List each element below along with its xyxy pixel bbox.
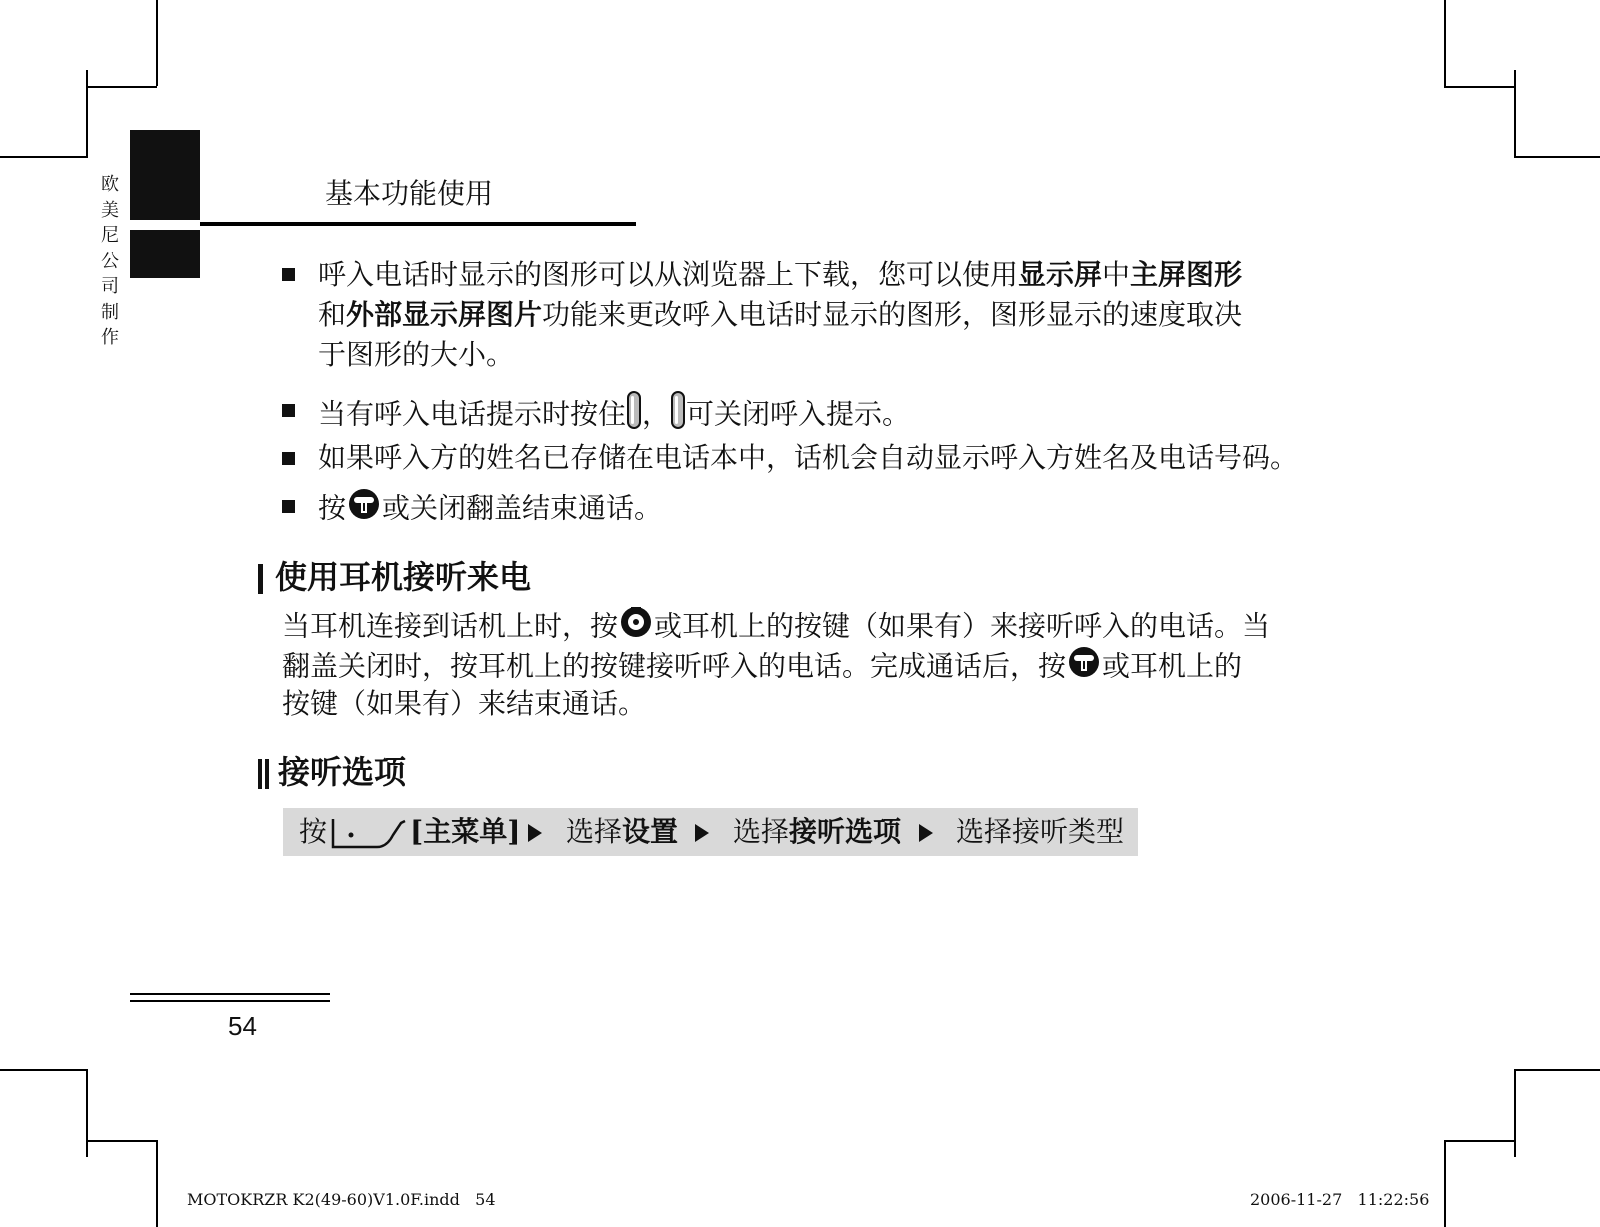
bullet-marker (282, 452, 295, 465)
menu-path-bar (283, 808, 1138, 856)
chapter-tab-block-bottom (130, 230, 200, 278)
bullet-2: 当有呼入电话提示时按住 ， 可关闭呼入提示。 (318, 390, 910, 441)
page-header-title: 基本功能使用 (325, 177, 494, 210)
section1-line-1: 当耳机连接到话机上时，按 或耳机上的按键（如果有）来接听呼入的电话。当 (282, 604, 1270, 651)
side-key-icon (626, 390, 642, 441)
bullet-marker (282, 404, 295, 417)
bullet-3: 如果呼入方的姓名已存储在电话本中，话机会自动显示呼入方姓名及电话号码。 (318, 441, 1299, 474)
chapter-tab-block-top (130, 130, 200, 220)
vertical-side-label: 欧 美 尼 公 司 制 作 (101, 174, 119, 348)
menu-softkey-icon (329, 815, 407, 853)
bullet-marker (282, 500, 295, 513)
bullet-1-line-2: 和外部显示屏图片功能来更改呼入电话时显示的图形，图形显示的速度取决 (318, 298, 1243, 331)
bullet-4: 按 或关闭翻盖结束通话。 (318, 486, 662, 533)
menu-step-3: 选择接听类型 (956, 815, 1125, 848)
end-call-icon (346, 486, 382, 533)
end-call-icon (1066, 644, 1102, 691)
section1-line-3: 按键（如果有）来结束通话。 (282, 687, 647, 720)
page-number-rule-bottom (130, 1000, 330, 1002)
arrow-right-icon (919, 824, 933, 842)
header-rule (200, 222, 636, 226)
page-number: 54 (228, 1011, 257, 1041)
arrow-right-icon (695, 824, 709, 842)
arrow-right-icon (528, 824, 542, 842)
section1-line-2: 翻盖关闭时，按耳机上的按键接听呼入的电话。完成通话后，按 或耳机上的 (282, 644, 1242, 691)
section-title-answer-options: 接听选项 (258, 752, 406, 792)
bullet-1-line-1: 呼入电话时显示的图形可以从浏览器上下载，您可以使用显示屏中主屏图形 (318, 258, 1243, 291)
bullet-1-line-3: 于图形的大小。 (318, 338, 515, 371)
main-menu-label: [主菜单] (410, 815, 521, 848)
page-number-rule-top (130, 993, 330, 995)
bullet-marker (282, 268, 295, 281)
footer-timestamp: 2006-11-27 11:22:56 (1250, 1190, 1430, 1209)
side-key-icon (670, 390, 686, 441)
menu-step-2: 选择接听选项 (733, 815, 902, 848)
menu-step-1: 选择设置 (566, 815, 679, 848)
footer-file-info: MOTOKRZR K2(49-60)V1.0F.indd 54 (187, 1190, 496, 1209)
section-title-headset: 使用耳机接听来电 (258, 557, 531, 597)
menu-press-label: 按 (299, 815, 328, 848)
